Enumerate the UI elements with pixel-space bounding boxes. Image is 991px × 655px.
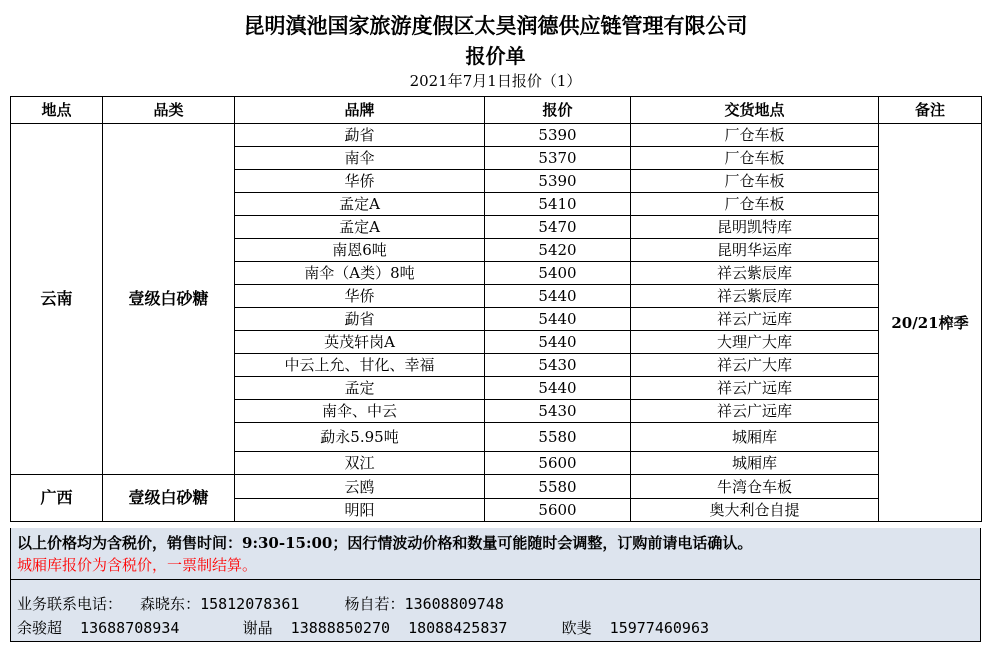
cell-delivery: 祥云广远库	[631, 400, 879, 423]
col-header-location: 地点	[11, 97, 103, 124]
cell-price: 5440	[485, 308, 631, 331]
col-header-category: 品类	[103, 97, 235, 124]
cell-brand: 双江	[235, 452, 485, 475]
cell-brand: 云鸥	[235, 475, 485, 499]
cell-brand: 南伞（A类）8吨	[235, 262, 485, 285]
contact-line-1: 业务联系电话： 森晓东：15812078361 杨自若：13608809748	[17, 595, 504, 613]
price-note	[10, 528, 981, 580]
table-row	[11, 124, 982, 147]
cell-delivery: 牛湾仓车板	[631, 475, 879, 499]
cell-delivery: 祥云广远库	[631, 377, 879, 400]
cell-price: 5440	[485, 377, 631, 400]
cell-brand: 中云上允、甘化、幸福	[235, 354, 485, 377]
cell-delivery: 大理广大库	[631, 331, 879, 354]
cell-delivery: 厂仓车板	[631, 193, 879, 216]
cell-price: 5580	[485, 475, 631, 499]
cell-price: 5470	[485, 216, 631, 239]
cell-delivery: 厂仓车板	[631, 147, 879, 170]
document-title: 报价单	[465, 44, 526, 68]
note-line-settlement: 城厢库报价为含税价，一票制结算。	[17, 556, 258, 574]
cell-delivery: 奥大利仓自提	[631, 499, 879, 522]
cell-delivery: 城厢库	[631, 423, 879, 452]
cell-brand: 南伞、中云	[235, 400, 485, 423]
cell-delivery: 厂仓车板	[631, 124, 879, 147]
cell-price: 5390	[485, 170, 631, 193]
col-header-brand: 品牌	[235, 97, 485, 124]
cell-brand: 孟定	[235, 377, 485, 400]
cell-price: 5400	[485, 262, 631, 285]
price-table	[10, 96, 982, 522]
cell-brand: 孟定A	[235, 216, 485, 239]
date-line: 2021年7月1日报价（1）	[409, 72, 582, 90]
col-header-delivery: 交货地点	[631, 97, 879, 124]
cell-brand: 勐永5.95吨	[235, 423, 485, 452]
note-line-tax: 以上价格均为含税价，销售时间：9:30-15:00；因行情波动价格和数量可能随时会调整，订购前请电话确认。	[17, 534, 753, 552]
cell-brand: 明阳	[235, 499, 485, 522]
col-header-price: 报价	[485, 97, 631, 124]
cell-delivery: 城厢库	[631, 452, 879, 475]
table-header-row	[11, 97, 982, 124]
cell-brand: 孟定A	[235, 193, 485, 216]
cell-delivery: 祥云紫辰库	[631, 285, 879, 308]
cell-category: 壹级白砂糖	[103, 124, 235, 475]
cell-price: 5370	[485, 147, 631, 170]
cell-location: 云南	[11, 124, 103, 475]
cell-price: 5420	[485, 239, 631, 262]
cell-price: 5390	[485, 124, 631, 147]
table-row	[11, 475, 982, 499]
cell-brand: 勐省	[235, 124, 485, 147]
cell-brand: 英茂轩岗A	[235, 331, 485, 354]
cell-remark: 20/21榨季	[879, 124, 982, 522]
cell-location: 广西	[11, 475, 103, 522]
company-title: 昆明滇池国家旅游度假区太昊润德供应链管理有限公司	[243, 13, 748, 38]
cell-category: 壹级白砂糖	[103, 475, 235, 522]
cell-delivery: 昆明华运库	[631, 239, 879, 262]
cell-brand: 华侨	[235, 285, 485, 308]
cell-delivery: 祥云广大库	[631, 354, 879, 377]
cell-brand: 南恩6吨	[235, 239, 485, 262]
cell-delivery: 祥云广远库	[631, 308, 879, 331]
cell-price: 5430	[485, 354, 631, 377]
cell-brand: 南伞	[235, 147, 485, 170]
cell-price: 5440	[485, 331, 631, 354]
cell-price: 5600	[485, 499, 631, 522]
cell-brand: 勐省	[235, 308, 485, 331]
cell-price: 5410	[485, 193, 631, 216]
table-body	[11, 124, 982, 522]
cell-delivery: 祥云紫辰库	[631, 262, 879, 285]
cell-price: 5430	[485, 400, 631, 423]
contact-line-2: 余骏超 13688708934 谢晶 13888850270 18088425837 欧斐 15977460963	[17, 619, 710, 637]
cell-delivery: 昆明凯特库	[631, 216, 879, 239]
contact-info	[10, 580, 981, 642]
col-header-remark: 备注	[879, 97, 982, 124]
cell-price: 5440	[485, 285, 631, 308]
cell-brand: 华侨	[235, 170, 485, 193]
cell-delivery: 厂仓车板	[631, 170, 879, 193]
cell-price: 5580	[485, 423, 631, 452]
cell-price: 5600	[485, 452, 631, 475]
